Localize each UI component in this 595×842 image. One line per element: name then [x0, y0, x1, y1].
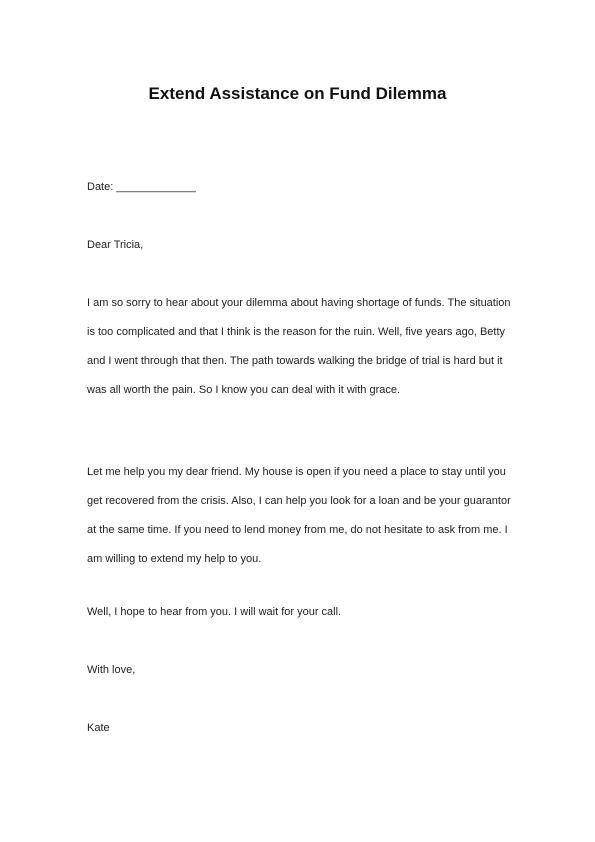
body-paragraph: I am so sorry to hear about your dilemma about having shortage of funds. The situation is too complicated and that I think is the reason for the ruin. Well, five years ago, Betty and I went through that then. The path towards walking the bridge of trial is hard but it was all worth the pain. So I know you can deal with it with grace. — [87, 297, 511, 396]
date-line: Date: _____________ — [87, 181, 196, 193]
salutation: Dear Tricia, — [87, 239, 144, 251]
closing: With love, — [87, 664, 136, 676]
body-paragraph: Let me help you my dear friend. My house is open if you need a place to stay until you get recovered from the crisis. Also, I can help you look for a loan and be your guarantor at the same time. If you need to lend money from me, do not hesitate to ask from me. I am willing to extend my help to you. — [87, 466, 511, 565]
letter-title: Extend Assistance on Fund Dilemma — [148, 84, 447, 103]
signature: Kate — [87, 722, 110, 734]
body-paragraph: Well, I hope to hear from you. I will wait for your call. — [87, 606, 342, 618]
